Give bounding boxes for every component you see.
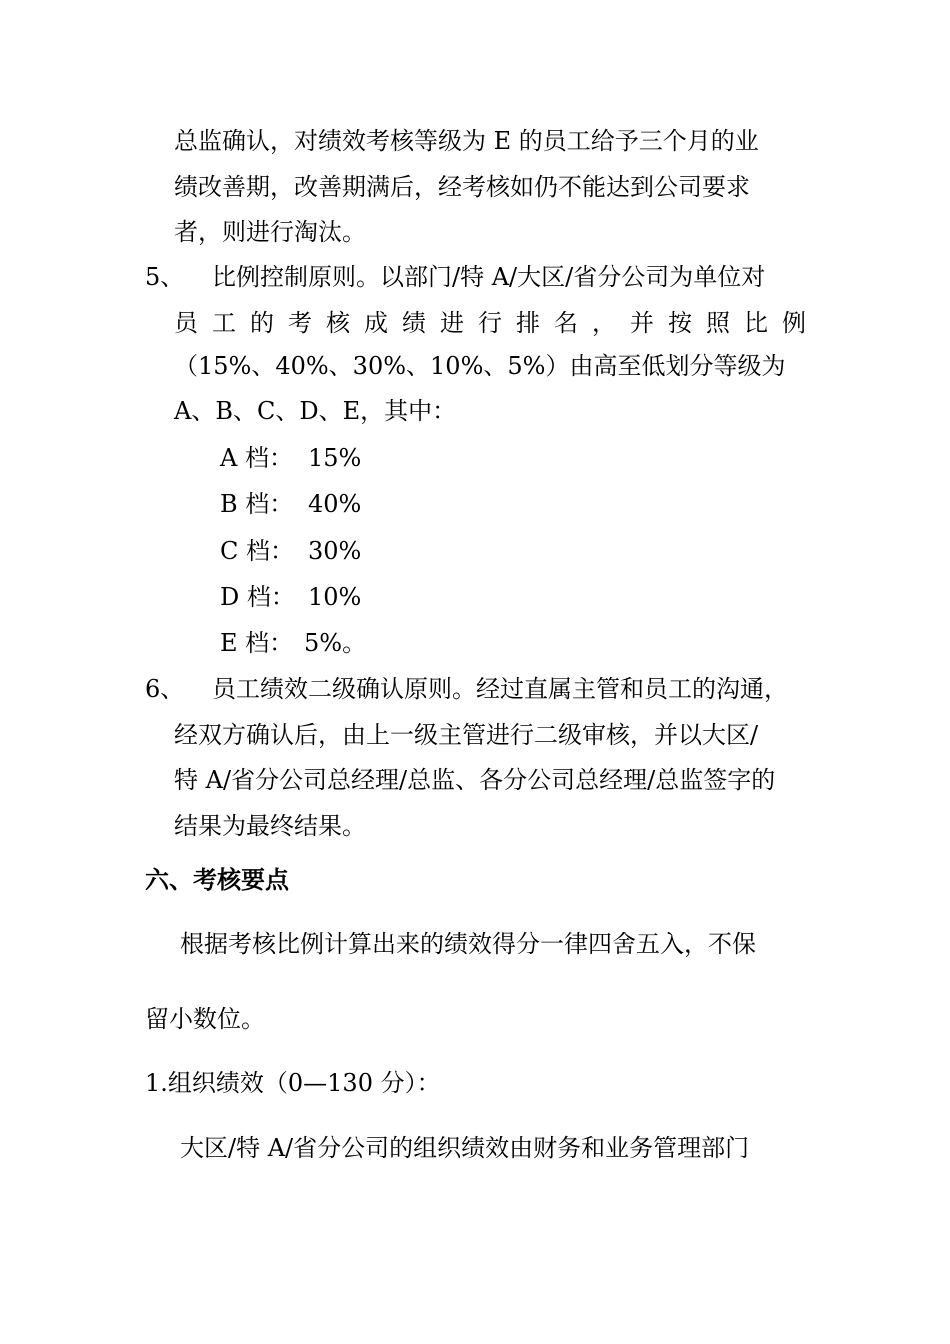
item6-line-3: 特 A/省分公司总经理/总监、各分公司总经理/总监签字的	[174, 766, 776, 794]
item6-number: 6、	[145, 675, 185, 703]
sub1-line-1: 大区/特 A/省分公司的组织绩效由财务和业务管理部门	[180, 1134, 750, 1162]
grade-value: 40%	[308, 490, 362, 518]
grade-label: E 档：	[220, 629, 294, 657]
grade-row-b	[220, 489, 361, 519]
item5-number: 5、	[145, 263, 185, 291]
item5-line-4: A、B、C、D、E，其中：	[174, 397, 457, 425]
item6-line-2: 经双方确认后，由上一级主管进行二级审核，并以大区/	[174, 721, 759, 749]
grade-value: 10%	[308, 583, 362, 611]
section6-para-line-1: 根据考核比例计算出来的绩效得分一律四舍五入，不保	[180, 930, 756, 958]
grade-value: 30%	[308, 537, 362, 565]
grade-row-d	[220, 582, 361, 612]
para4-line-1: 总监确认，对绩效考核等级为 E 的员工给予三个月的业	[174, 127, 759, 155]
grade-value: 15%	[308, 444, 362, 472]
sub1-title: 1.组织绩效（0—130 分）：	[145, 1069, 441, 1097]
grade-row-a	[220, 443, 361, 473]
item5-line-2: 员 工 的 考 核 成 绩 进 行 排 名 ， 并 按 照 比 例	[174, 309, 806, 337]
grade-value: 5%。	[304, 629, 367, 657]
grade-label: A 档：	[220, 444, 293, 472]
grade-row-c	[220, 536, 361, 566]
grade-row-e	[220, 628, 366, 658]
section-heading: 六、考核要点	[145, 865, 289, 894]
grade-label: C 档：	[220, 537, 294, 565]
para4-line-3: 者，则进行淘汰。	[174, 218, 366, 246]
grade-label: D 档：	[220, 583, 295, 611]
item5-line-1: 比例控制原则。以部门/特 A/大区/省分公司为单位对	[212, 263, 766, 291]
item6-line-4: 结果为最终结果。	[174, 812, 366, 840]
item5-line-3: （15%、40%、30%、10%、5%）由高至低划分等级为	[174, 352, 786, 380]
item6-line-1: 员工绩效二级确认原则。经过直属主管和员工的沟通，	[212, 675, 788, 703]
section6-para-line-2: 留小数位。	[145, 1005, 265, 1033]
para4-line-2: 绩改善期，改善期满后，经考核如仍不能达到公司要求	[174, 173, 750, 201]
grade-label: B 档：	[220, 490, 294, 518]
